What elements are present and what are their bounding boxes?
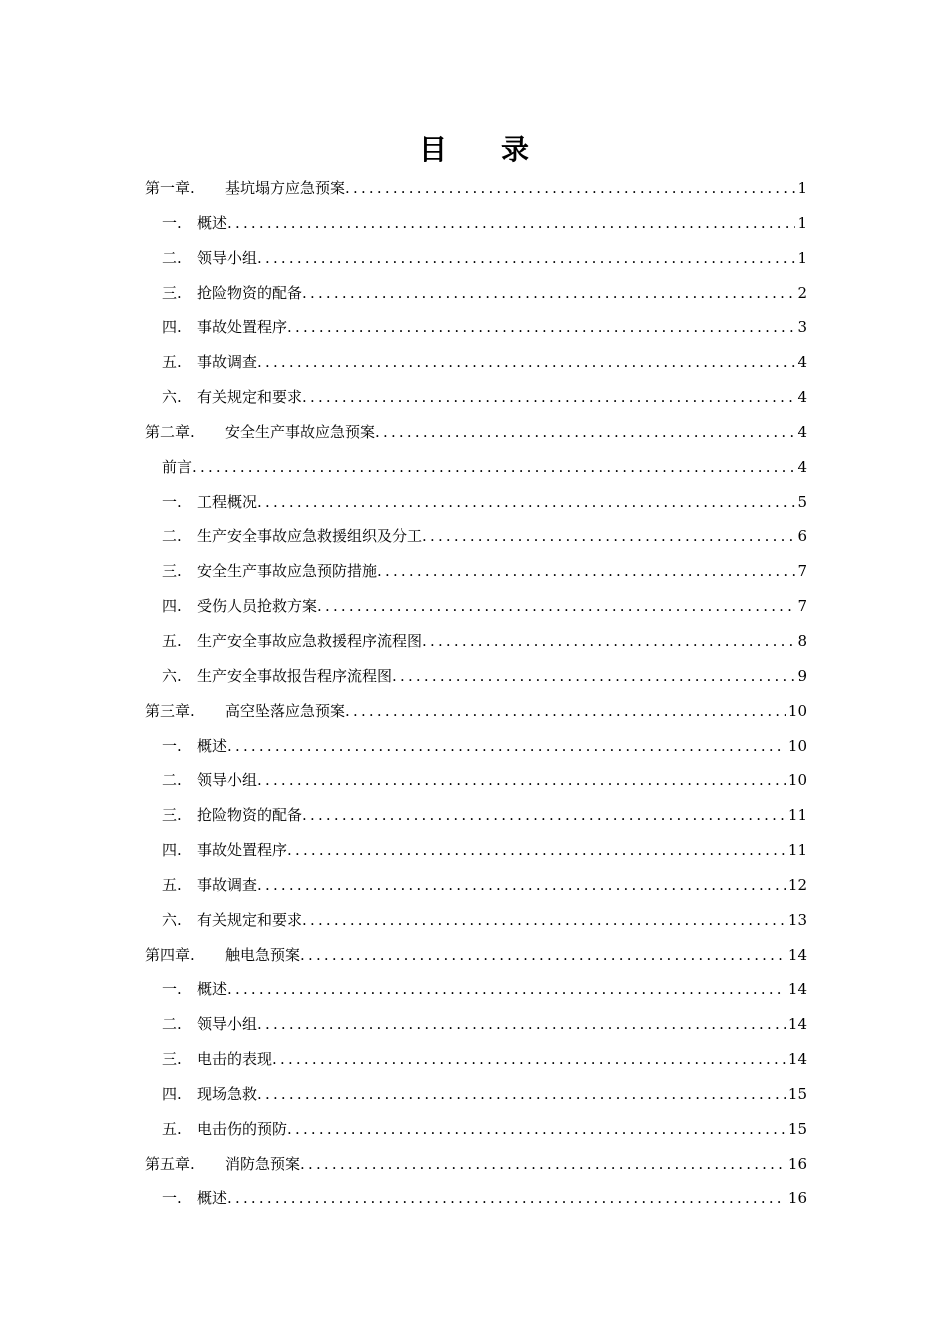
entry-page-number: 14 bbox=[787, 1050, 807, 1069]
entry-title: 基坑塌方应急预案 bbox=[225, 179, 346, 197]
toc-section-entry[interactable] bbox=[145, 485, 807, 520]
entry-page-number: 13 bbox=[787, 910, 807, 929]
entry-page-number: 1 bbox=[797, 248, 807, 267]
entry-page-number: 14 bbox=[787, 1015, 807, 1034]
toc-section-entry[interactable] bbox=[145, 1007, 807, 1042]
dot-leader bbox=[227, 972, 786, 1007]
entry-title: 生产安全事故应急救援组织及分工 bbox=[197, 527, 423, 546]
dot-leader bbox=[227, 729, 786, 764]
dot-leader bbox=[227, 1181, 786, 1216]
entry-number: 第二章. bbox=[145, 422, 195, 441]
entry-number: 五. bbox=[162, 1119, 182, 1138]
toc-section-entry[interactable] bbox=[145, 868, 807, 903]
dot-leader bbox=[257, 345, 795, 380]
toc-section-entry[interactable] bbox=[145, 554, 807, 589]
entry-page-number: 5 bbox=[797, 492, 807, 511]
title-char-2: 录 bbox=[501, 133, 532, 166]
entry-title: 有关规定和要求 bbox=[197, 388, 303, 407]
entry-page-number: 16 bbox=[787, 1189, 807, 1208]
entry-page-number: 15 bbox=[787, 1119, 807, 1138]
toc-chapter-entry[interactable] bbox=[145, 938, 807, 973]
entry-title: 前言 bbox=[162, 457, 193, 476]
dot-leader bbox=[377, 554, 795, 589]
toc-chapter-entry[interactable] bbox=[145, 415, 807, 450]
entry-title: 概述 bbox=[197, 980, 228, 999]
toc-chapter-entry[interactable] bbox=[145, 1147, 807, 1182]
toc-section-entry[interactable] bbox=[145, 589, 807, 624]
entry-title: 抢险物资的配备 bbox=[197, 283, 303, 302]
toc-section-entry[interactable] bbox=[145, 1042, 807, 1077]
toc-section-entry[interactable] bbox=[145, 659, 807, 694]
title-char-1: 目 bbox=[418, 133, 449, 166]
entry-number: 六. bbox=[162, 910, 182, 929]
entry-number: 第三章. bbox=[145, 701, 195, 720]
dot-leader bbox=[300, 938, 786, 973]
entry-page-number: 9 bbox=[797, 666, 807, 685]
dot-leader bbox=[287, 1112, 786, 1147]
entry-number: 四. bbox=[162, 318, 182, 337]
entry-page-number: 1 bbox=[797, 213, 807, 232]
entry-page-number: 7 bbox=[797, 562, 807, 581]
entry-number: 一. bbox=[162, 492, 182, 511]
entry-title: 有关规定和要求 bbox=[197, 910, 303, 929]
entry-number: 第一章. bbox=[145, 179, 195, 197]
entry-title: 高空坠落应急预案 bbox=[225, 701, 346, 720]
entry-title: 领导小组 bbox=[197, 771, 258, 790]
dot-leader bbox=[422, 519, 795, 554]
entry-page-number: 4 bbox=[797, 457, 807, 476]
entry-page-number: 2 bbox=[797, 283, 807, 302]
entry-page-number: 11 bbox=[787, 806, 807, 825]
toc-section-entry[interactable] bbox=[145, 206, 807, 241]
toc-section-entry[interactable] bbox=[145, 450, 807, 485]
entry-page-number: 15 bbox=[787, 1084, 807, 1103]
entry-number: 一. bbox=[162, 213, 182, 232]
toc-chapter-entry[interactable] bbox=[145, 171, 807, 206]
entry-number: 六. bbox=[162, 388, 182, 407]
entry-number: 三. bbox=[162, 806, 182, 825]
entry-number: 四. bbox=[162, 597, 182, 616]
entry-number: 四. bbox=[162, 841, 182, 860]
entry-number: 二. bbox=[162, 248, 182, 267]
toc-section-entry[interactable] bbox=[145, 345, 807, 380]
entry-number: 三. bbox=[162, 283, 182, 302]
page-title bbox=[0, 130, 950, 170]
entry-title: 抢险物资的配备 bbox=[197, 806, 303, 825]
entry-number: 第五章. bbox=[145, 1154, 195, 1173]
toc-section-entry[interactable] bbox=[145, 241, 807, 276]
dot-leader bbox=[302, 380, 795, 415]
entry-title: 触电急预案 bbox=[225, 945, 301, 964]
entry-number: 二. bbox=[162, 1015, 182, 1034]
entry-title: 事故调查 bbox=[197, 875, 258, 894]
entry-number: 二. bbox=[162, 527, 182, 546]
entry-number: 一. bbox=[162, 736, 182, 755]
entry-page-number: 4 bbox=[797, 422, 807, 441]
entry-title: 工程概况 bbox=[197, 492, 258, 511]
entry-title: 安全生产事故应急预案 bbox=[225, 422, 376, 441]
dot-leader bbox=[257, 1007, 786, 1042]
entry-title: 概述 bbox=[197, 736, 228, 755]
dot-leader bbox=[257, 241, 795, 276]
entry-page-number: 14 bbox=[787, 945, 807, 964]
entry-page-number: 10 bbox=[787, 701, 807, 720]
toc-section-entry[interactable] bbox=[145, 798, 807, 833]
entry-title: 领导小组 bbox=[197, 248, 258, 267]
entry-page-number: 1 bbox=[797, 179, 807, 197]
entry-title: 领导小组 bbox=[197, 1015, 258, 1034]
dot-leader bbox=[302, 276, 795, 311]
dot-leader bbox=[317, 589, 795, 624]
entry-number: 六. bbox=[162, 666, 182, 685]
dot-leader bbox=[300, 1147, 786, 1182]
toc-section-entry[interactable] bbox=[145, 1077, 807, 1112]
entry-page-number: 14 bbox=[787, 980, 807, 999]
dot-leader bbox=[192, 450, 795, 485]
entry-title: 电击伤的预防 bbox=[197, 1119, 288, 1138]
toc-section-entry[interactable] bbox=[145, 624, 807, 659]
entry-title: 生产安全事故应急救援程序流程图 bbox=[197, 631, 423, 650]
toc-section-entry[interactable] bbox=[145, 380, 807, 415]
entry-page-number: 7 bbox=[797, 597, 807, 616]
dot-leader bbox=[287, 833, 786, 868]
entry-number: 二. bbox=[162, 771, 182, 790]
toc-section-entry[interactable] bbox=[145, 763, 807, 798]
entry-number: 第四章. bbox=[145, 945, 195, 964]
entry-title: 安全生产事故应急预防措施 bbox=[197, 562, 378, 581]
entry-number: 一. bbox=[162, 980, 182, 999]
entry-title: 事故调查 bbox=[197, 353, 258, 372]
toc-section-entry[interactable] bbox=[145, 276, 807, 311]
toc-chapter-entry[interactable] bbox=[145, 694, 807, 729]
entry-number: 五. bbox=[162, 875, 182, 894]
entry-title: 事故处置程序 bbox=[197, 841, 288, 860]
entry-number: 一. bbox=[162, 1189, 182, 1208]
dot-leader bbox=[227, 206, 795, 241]
dot-leader bbox=[257, 485, 795, 520]
dot-leader bbox=[302, 903, 786, 938]
toc-section-entry[interactable] bbox=[145, 310, 807, 345]
entry-title: 电击的表现 bbox=[197, 1050, 273, 1069]
entry-page-number: 16 bbox=[787, 1154, 807, 1173]
toc-section-entry[interactable] bbox=[145, 1181, 807, 1216]
entry-page-number: 6 bbox=[797, 527, 807, 546]
entry-title: 概述 bbox=[197, 1189, 228, 1208]
entry-number: 五. bbox=[162, 631, 182, 650]
entry-title: 受伤人员抢救方案 bbox=[197, 597, 318, 616]
entry-page-number: 4 bbox=[797, 388, 807, 407]
dot-leader bbox=[375, 415, 795, 450]
toc-section-entry[interactable] bbox=[145, 833, 807, 868]
entry-title: 现场急救 bbox=[197, 1084, 258, 1103]
dot-leader bbox=[257, 1077, 786, 1112]
dot-leader bbox=[345, 171, 795, 206]
toc-section-entry[interactable] bbox=[145, 1112, 807, 1147]
dot-leader bbox=[302, 798, 786, 833]
entry-title: 生产安全事故报告程序流程图 bbox=[197, 666, 393, 685]
entry-title: 事故处置程序 bbox=[197, 318, 288, 337]
dot-leader bbox=[287, 310, 795, 345]
toc-section-entry[interactable] bbox=[145, 903, 807, 938]
dot-leader bbox=[392, 659, 795, 694]
entry-title: 消防急预案 bbox=[225, 1154, 301, 1173]
dot-leader bbox=[272, 1042, 786, 1077]
entry-page-number: 10 bbox=[787, 771, 807, 790]
entry-page-number: 10 bbox=[787, 736, 807, 755]
toc-section-entry[interactable] bbox=[145, 972, 807, 1007]
toc-section-entry[interactable] bbox=[145, 519, 807, 554]
entry-page-number: 11 bbox=[787, 841, 807, 860]
dot-leader bbox=[422, 624, 795, 659]
dot-leader bbox=[257, 763, 786, 798]
dot-leader bbox=[257, 868, 786, 903]
entry-number: 三. bbox=[162, 562, 182, 581]
entry-page-number: 3 bbox=[797, 318, 807, 337]
entry-number: 五. bbox=[162, 353, 182, 372]
table-of-contents bbox=[145, 171, 807, 1216]
dot-leader bbox=[345, 694, 786, 729]
entry-number: 四. bbox=[162, 1084, 182, 1103]
entry-title: 概述 bbox=[197, 213, 228, 232]
toc-section-entry[interactable] bbox=[145, 729, 807, 764]
entry-page-number: 4 bbox=[797, 353, 807, 372]
entry-number: 三. bbox=[162, 1050, 182, 1069]
entry-page-number: 12 bbox=[787, 875, 807, 894]
entry-page-number: 8 bbox=[797, 631, 807, 650]
